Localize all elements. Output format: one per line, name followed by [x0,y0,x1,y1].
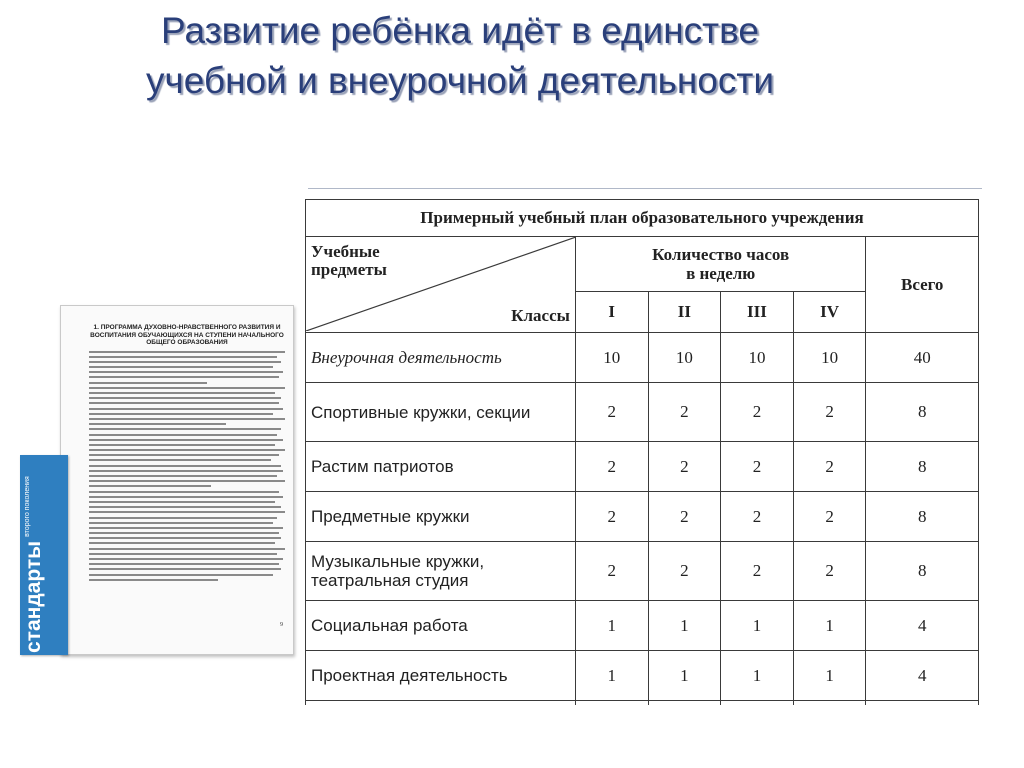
book-spine [20,455,68,655]
classes-header: Классы [511,306,570,325]
book-text-line [89,392,275,394]
book-text-line [89,501,275,503]
row-hours-grade-2: 2 [648,442,721,492]
row-total: 8 [866,492,979,542]
book-text-line [89,579,218,581]
continuation-cell [793,701,866,706]
book-text-line [89,553,277,555]
row-hours-grade-1: 2 [575,542,648,601]
book-text-line [89,397,281,399]
hours-header-line-1: Количество часов [652,245,790,264]
book-text-line [89,356,277,358]
book-text-line [89,480,285,482]
table-row [306,651,979,701]
table-row [306,601,979,651]
book-spine-text [24,453,64,653]
row-total: 8 [866,542,979,601]
book-text-line [89,568,281,570]
book-spine-title: стандарты [22,540,45,653]
book-text-line [89,371,283,373]
row-total: 8 [866,383,979,442]
book-text-line [89,548,285,550]
row-subject-name: Предметные кружки [306,492,576,542]
row-hours-grade-2: 1 [648,651,721,701]
row-hours-grade-4: 1 [793,601,866,651]
row-total: 4 [866,601,979,651]
row-hours-grade-1: 1 [575,651,648,701]
row-hours-grade-1: 2 [575,492,648,542]
book-text-line [89,361,281,363]
book-text-line [89,496,283,498]
row-hours-grade-3: 2 [721,442,794,492]
row-hours-grade-2: 10 [648,333,721,383]
continuation-cell [306,701,576,706]
grade-header-4: IV [793,292,866,333]
book-text-line [89,387,285,389]
table-top-rule [308,188,982,189]
row-total: 8 [866,442,979,492]
grade-header-1: I [575,292,648,333]
slide-title-line-1: Развитие ребёнка идёт в единстве [161,10,759,51]
book-page-number: 9 [280,622,283,628]
row-hours-grade-4: 2 [793,383,866,442]
table-row [306,492,979,542]
row-hours-grade-2: 2 [648,542,721,601]
book-text-line [89,434,277,436]
row-subject-name: Социальная работа [306,601,576,651]
book-text-line [89,366,273,368]
row-hours-grade-1: 1 [575,601,648,651]
book-text-line [89,418,285,420]
book-text-line [89,485,211,487]
slide-title [0,6,920,106]
book-page [89,324,285,584]
book-text-line [89,465,281,467]
row-hours-grade-3: 1 [721,601,794,651]
row-subject-name: Растим патриотов [306,442,576,492]
book-text-line [89,511,285,513]
book-text-line [89,517,277,519]
book-text-line [89,459,271,461]
row-hours-grade-3: 2 [721,383,794,442]
book-spine-subtitle: второго поколения [24,476,31,537]
row-hours-grade-4: 2 [793,442,866,492]
table-row [306,333,979,383]
row-hours-grade-2: 2 [648,383,721,442]
row-hours-grade-3: 2 [721,542,794,601]
book-text-line [89,475,277,477]
row-hours-grade-3: 2 [721,492,794,542]
row-hours-grade-2: 1 [648,601,721,651]
row-hours-grade-3: 10 [721,333,794,383]
grade-header-3: III [721,292,794,333]
row-hours-grade-2: 2 [648,492,721,542]
book-text-line [89,506,281,508]
row-subject-name: Проектная деятельность [306,651,576,701]
book-text-lines [89,351,285,581]
book-text-line [89,402,279,404]
table-row [306,383,979,442]
table-row [306,542,979,601]
book-cover-image [60,305,294,655]
row-hours-grade-3: 1 [721,651,794,701]
subjects-header-word: предметы [311,260,387,279]
book-text-line [89,449,285,451]
table-row [306,442,979,492]
book-text-line [89,527,283,529]
curriculum-table [305,199,979,705]
book-text-line [89,537,281,539]
row-hours-grade-1: 2 [575,383,648,442]
book-text-line [89,454,279,456]
book-text-line [89,522,273,524]
book-text-line [89,423,226,425]
book-text-line [89,428,281,430]
table-header-corner [306,237,576,333]
book-text-line [89,491,279,493]
book-text-line [89,408,283,410]
row-hours-grade-4: 2 [793,492,866,542]
book-heading: 1. ПРОГРАММА ДУХОВНО-НРАВСТВЕННОГО РАЗВИТИЯ И ВОСПИТАНИЯ ОБУЧАЮЩИХСЯ НА СТУПЕНИ НАЧАЛЬНОГО ОБЩЕГО ОБРАЗОВАНИЯ [90,324,284,346]
slide-title-line-2: учебной и внеурочной деятельности [145,60,775,101]
book-text-line [89,574,273,576]
continuation-cell [866,701,979,706]
book-text-line [89,542,275,544]
row-total: 4 [866,651,979,701]
continuation-cell [648,701,721,706]
subjects-header-word: Учебные [311,242,380,261]
table-caption: Примерный учебный план образовательного учреждения [306,200,979,237]
row-subject-name: Внеурочная деятельность [306,333,576,383]
book-text-line [89,470,283,472]
row-subject-name: Спортивные кружки, секции [306,383,576,442]
book-text-line [89,532,279,534]
table-row-continuation [306,701,979,706]
total-header: Всего [866,237,979,333]
continuation-cell [721,701,794,706]
row-hours-grade-4: 2 [793,542,866,601]
book-text-line [89,413,273,415]
book-text-line [89,439,283,441]
continuation-cell [575,701,648,706]
book-text-line [89,558,283,560]
grade-header-2: II [648,292,721,333]
row-total: 40 [866,333,979,383]
row-hours-grade-1: 10 [575,333,648,383]
row-hours-grade-1: 2 [575,442,648,492]
hours-header-line-2: в неделю [686,264,756,283]
book-text-line [89,382,207,384]
book-text-line [89,351,285,353]
row-hours-grade-4: 10 [793,333,866,383]
hours-per-week-header [575,237,866,292]
row-hours-grade-4: 1 [793,651,866,701]
subjects-header [311,243,387,279]
row-subject-name: Музыкальные кружки, театральная студия [306,542,576,601]
book-text-line [89,376,279,378]
book-text-line [89,444,275,446]
book-text-line [89,563,279,565]
